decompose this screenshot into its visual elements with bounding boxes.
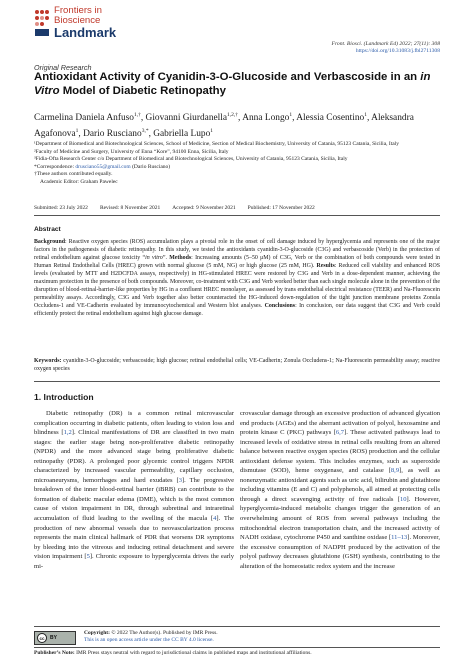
date-published: Published: 17 November 2022 <box>247 205 315 211</box>
body-text: ]. The progressive breakdown of the inner blood-retinal barrier (iBRB) can contribute to the formation of diabetic macular edema (DME), which is the most common cause of vision impairment in DR, through subretinal and intraretinal accumulation of fluid leading to the swelling of the macula [ <box>34 476 234 523</box>
author-affiliation-marker: 1,2,† <box>227 112 239 118</box>
author-name: Gabriella Lupo <box>153 128 211 139</box>
citation-link[interactable]: 4 <box>213 515 217 523</box>
abstract-methods-text: : Increasing amounts (5–50 μM) of C3G, Verb or the combination of both compounds were tested in Human Retinal Endothelial Cells (HREC) grown with normal glucose (5 mM, NG) or high glucose (25 mM, HG). <box>34 255 440 270</box>
copyright-notice <box>84 630 454 645</box>
author-separator: , <box>367 113 372 124</box>
author-affiliation-marker: 1 <box>364 112 367 118</box>
divider <box>34 626 440 627</box>
copyright-label: Copyright: <box>84 630 110 636</box>
journal-logo-icon <box>34 8 50 38</box>
article-type: Original Research <box>34 63 92 72</box>
author-separator: , <box>292 113 297 124</box>
article-title <box>34 71 444 98</box>
author-name: Carmelina Daniela Anfuso <box>34 113 134 124</box>
journal-citation: Front. Biosci. (Landmark Ed) 2022; 27(11): 308 <box>331 41 440 47</box>
cc-icon: cc <box>37 633 47 643</box>
date-submitted: Submitted: 23 July 2022 <box>34 205 88 211</box>
logo-text-line3: Landmark <box>54 25 117 40</box>
author-name: Giovanni Giurdanella <box>145 113 228 124</box>
by-label: BY <box>50 635 57 641</box>
copyright-text: © 2022 The Author(s). Published by IMR Press. <box>109 630 218 636</box>
citation-link[interactable]: 3 <box>178 476 182 484</box>
cc-license-badge[interactable] <box>34 631 76 645</box>
academic-editor: Academic Editor: Graham Pawelec <box>40 178 118 185</box>
license-link[interactable]: This is an open access article under the CC BY 4.0 license. <box>84 637 214 644</box>
abstract-heading: Abstract <box>34 226 61 233</box>
body-text: ], as well as nonenzymatic antioxidant agents such as uric acid, bilirubin and glutathione including vitamins (E and C) and polyphenols, all aimed at protecting cells through a direct scavenging activity of free radicals [ <box>240 467 440 503</box>
author-separator: , <box>78 128 84 139</box>
abstract-methods-label: Methods <box>169 255 192 262</box>
correspondence-name: (Dario Rusciano) <box>130 163 171 170</box>
author-separator: , <box>140 113 146 124</box>
abstract-background-text: : Reactive oxygen species (ROS) accumulation plays a pivotal role in the onset of cell damage induced by hyperglycemia and represents one of the major factors in the pathogenesis of diabetic retinopathy. In this study, we tested the antioxidants cyanidin-3-O-glucoside (C3G) and verbascoside (Verb) in the protection of retinal endothelium against glucose toxicity “ <box>34 239 440 262</box>
body-text: crovascular damage through an excessive production of advanced glycation end products (AGEs) and the aberrant activation of polyol, hexosamine and protein kinase C (PKC) pathways [ <box>240 410 440 437</box>
citation-link[interactable]: 8,9 <box>390 467 400 475</box>
author-affiliation-marker: 1 <box>210 127 214 134</box>
author-separator: , <box>238 113 243 124</box>
body-text: ]. Moreover, the excessive consumption of NADPH produced by the activation of the polyol pathway decreases glutathione (GSH) synthesis, contributing to the alteration of the homeostatic redox system and the increase <box>240 534 440 570</box>
author-separator: , <box>148 128 154 139</box>
abstract-body <box>34 238 440 318</box>
affiliations <box>34 141 454 187</box>
author-list <box>34 109 442 140</box>
date-revised: Revised: 8 November 2021 <box>99 205 161 211</box>
logo-text-line2: Bioscience <box>54 15 101 26</box>
citation-link[interactable]: 5 <box>86 553 90 561</box>
publisher-note-label: Publisher’s Note: <box>34 650 75 656</box>
affiliation-2: ²Faculty of Medicine and Surgery, University of Enna “Kore”, 94100 Enna, Sicilia, Italy <box>34 148 229 155</box>
body-column-left <box>34 409 234 571</box>
keywords-label: Keywords: <box>34 358 62 364</box>
citation-link[interactable]: 10 <box>399 495 407 503</box>
divider <box>34 647 440 648</box>
body-text: ]. Clinical manifestations of DR are classified in two main stages: the earlier stage being non-proliferative diabetic retinopathy (NPDR) and the more advanced stage being proliferative diabetic retinopathy (PDR). A prolonged poor glycemic control triggers NPDR characterized by increased vascular permeability, capillary occlusion, microaneurysms, hemorrhages and hard exudates [ <box>34 429 234 484</box>
abstract-results-text: : Reduced cell viability and enhanced ROS levels (evaluated by MTT and H2DCFDA assays, respectively) in HG-stimulated HREC were restored by C3G and Verb in a dose-dependent manner, achieving the maximum protection in the presence of both compounds. Moreover, co-treatment with C3G and Verb worked better than each single molecule alone in the prevention of the disruption of blood-retinal-barrier-like properties by HG in a confluent HREC monolayer, as assessed by trans endothelial electrical resistance (TEER) and Na-Fluorescein permeability assays. Accordingly, C3G and Verb together also better counteracted the HG-induced down-regulation of the tight junction membrane proteins Zonula Occludens-1 and VE-Cadherin evaluated by immunocytochemical and Western blot analyses. <box>34 263 441 310</box>
section-heading: 1. Introduction <box>34 392 94 402</box>
article-dates <box>34 205 454 211</box>
body-text: Diabetic retinopathy (DR) is a common retinal microvascular complication occurring in diabetic patients, often leading to vision loss and blindness [ <box>34 410 234 437</box>
author-name: Anna Longo <box>242 113 290 124</box>
abstract-results-label: Results <box>316 263 335 270</box>
abstract-background-italic: in vitro <box>145 255 163 262</box>
abstract-background-label: Background <box>34 239 65 245</box>
keywords <box>34 357 440 373</box>
author-name: Alessia Cosentino <box>296 113 365 124</box>
correspondence-label: *Correspondence: <box>34 163 76 170</box>
abstract-background-end: ”. <box>162 255 170 262</box>
author-affiliation-marker: 1 <box>75 127 79 134</box>
author-name: Dario Rusciano <box>83 128 142 139</box>
title-italic: in Vitro <box>34 71 431 97</box>
author-affiliation-marker: 1,† <box>133 112 141 118</box>
affiliation-3: ³Fidia-Oftа Research Center c/o Department of Biomedical and Biotechnological Sciences, University of Catania, 95123 Catania, Sicilia, Italy <box>34 156 348 163</box>
correspondence <box>34 164 454 172</box>
abstract-conclusions-text: : In conclusion, our data suggest that C3G and Verb could efficiently protect the retinal endothelium against high glucose damage. <box>34 303 440 318</box>
equal-contribution-note: †These authors contributed equally. <box>34 171 113 178</box>
citation-link[interactable]: 6,7 <box>335 429 345 437</box>
citation-link[interactable]: 1,2 <box>63 429 72 437</box>
divider <box>34 215 440 216</box>
author-name: Aleksandra Agafonova <box>34 113 414 139</box>
logo-text-line1: Frontiers in <box>54 5 102 16</box>
author-affiliation-marker: 1 <box>289 112 293 118</box>
title-part2: Model of Diabetic Retinopathy <box>59 84 226 97</box>
divider <box>34 381 440 382</box>
body-text: ]. However, hyperglycemia-induced metabolic changes trigger the generation of an overwhelming amount of ROS from several pathways including the mitochondrial electron transportation chain, and the increased activity of NADH oxidase, cytochrome P450 and xanthine oxidase [ <box>240 495 440 542</box>
publisher-note <box>34 650 454 656</box>
date-accepted: Accepted: 9 November 2021 <box>172 205 236 211</box>
abstract-conclusions-label: Conclusions <box>264 303 296 310</box>
publisher-note-text: IMR Press stays neutral with regard to jurisdictional claims in published maps and institutional affiliations. <box>74 650 312 656</box>
author-affiliation-marker: 3,* <box>141 127 149 134</box>
correspondence-email-link[interactable]: drusciano55@gmail.com <box>75 163 131 170</box>
body-text: ]. These activated pathways lead to increased levels of oxidative stress in retinal cells resulting from an altered balance between reactive oxygen species (ROS) production and the cellular antioxidant defense system. This includes enzymes, such as superoxide dismutase (SOD), heme oxygenase, and catalase [ <box>240 429 440 475</box>
citation-link[interactable]: 11–13 <box>391 534 408 542</box>
keywords-text: cyanidin-3-O-glucoside; verbascoside; high glucose; retinal endothelial cells; VE-Cadherin; Zonula Occludens-1; Na-Fluorescein permeability assay; reactive oxygen species <box>34 358 440 373</box>
title-part1: Antioxidant Activity of Cyanidin-3-O-Glucoside and Verbascoside in an <box>34 71 421 83</box>
doi-link[interactable]: https://doi.org/10.31083/j.fbl2711308 <box>355 48 440 54</box>
body-text: ]. The production of new abnormal vessels due to neovascularization process represents the main clinical hallmark of PDR that worsens DR symptoms by bleeding into the vitreous and inducing retinal detachment and severe vision impairment [ <box>34 515 234 561</box>
body-text: ]. Chronic exposure to hyperglycemia drives the early mi- <box>34 553 234 570</box>
body-column-right <box>240 409 440 571</box>
affiliation-1: ¹Department of Biomedical and Biotechnological Sciences, School of Medicine, Section of Medical Biochemistry, University of Catania, 95123 Catania, Sicilia, Italy <box>34 141 399 147</box>
